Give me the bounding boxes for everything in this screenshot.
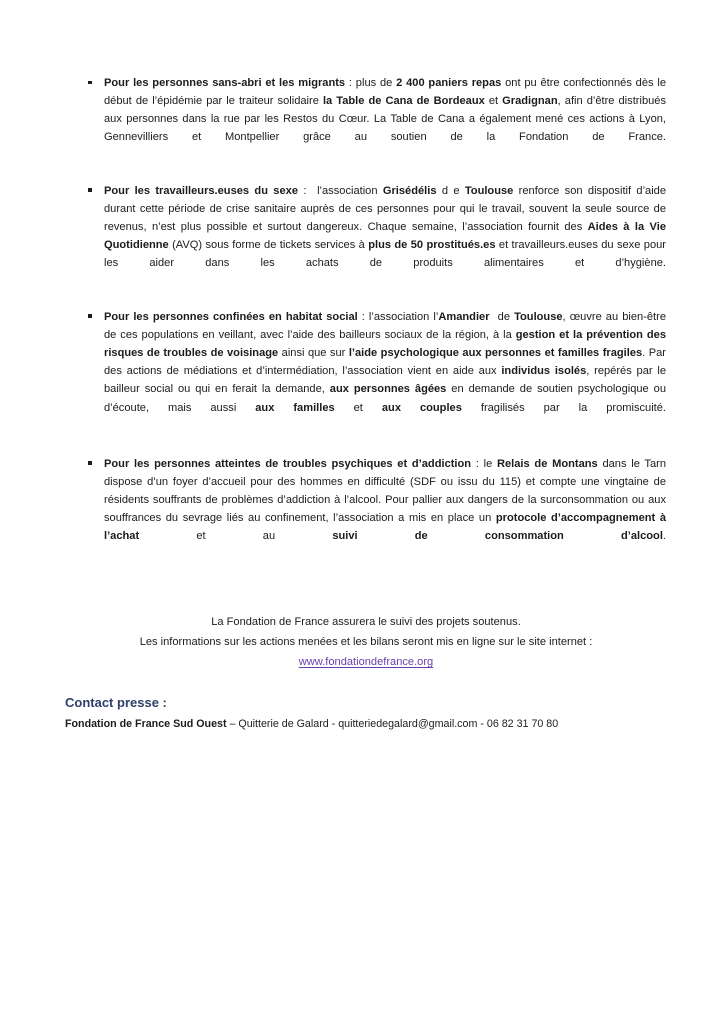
paragraph-troubles-psychiques-addiction: Pour les personnes atteintes de troubles psychiques et d’addiction : le Relais de Montans dans le Tarn dispose d’un foyer d’accueil pour des hommes en difficulté (SDF ou issu du 115) et compte une vingtaine de résidents souffrants de problèmes d’addiction à l’alcool. Pour pallier aux dangers de la surconsommation ou aux souffrances du sevrage liés au confinement, l’association a mis en place un protocole d’accompagnement à l’achat et au suivi de consommation d’alcool. [104,457,666,543]
contact-organisation: Fondation de France Sud Ouest [65,718,227,730]
paragraph-sans-abri-migrants: Pour les personnes sans-abri et les migrants : plus de 2 400 paniers repas ont pu être confectionnés dès le début de l’épidémie par le traiteur solidaire la Table de Cana de Bordeaux et Gradignan, afin d’être distribués aux personnes dans la rue par les Restos du Cœur. La Table de Cana a également mené ces actions à Lyon, Gennevilliers et Montpellier grâce au soutien de la Fondation de France. [104,77,666,144]
closing-line-1: La Fondation de France assurera le suivi des projets soutenus. [211,616,521,628]
square-bullet-icon [88,314,92,318]
contact-heading: Contact presse : [65,695,167,710]
closing-url-line [66,652,666,672]
square-bullet-icon [88,188,92,192]
square-bullet-icon [88,81,92,85]
list-item [66,308,666,435]
square-bullet-icon [88,461,92,465]
contact-separator-3: - [477,718,487,730]
bullet-list-container [66,74,666,564]
contact-person: Quitterie de Galard [238,718,329,730]
paragraph-habitat-social: Pour les personnes confinées en habitat social : l’association l’Amandier de Toulouse, œuvre au bien-être de ces populations en veillant, avec l’aide des bailleurs sociaux de la région, à la gestion et la prévention des risques de troubles de voisinage ainsi que sur l’aide psychologique aux personnes et familles fragiles. Par des actions de médiations et d’intermédiation, l’association vient en aide aux individus isolés, repérés par le bailleur social ou qui en ferait la demande, aux personnes âgées en demande de soutien psychologique ou d’écoute, mais aussi aux familles et aux couples fragilisés par la promiscuité. [104,310,667,414]
list-item [66,182,666,291]
contact-details-line [65,716,675,732]
bullet-list [66,74,666,564]
contact-block [65,694,675,732]
contact-email[interactable]: quitteriedegalard@gmail.com [338,718,478,730]
contact-separator-1: – [226,718,239,730]
contact-separator-2: - [328,718,339,730]
closing-line-2: Les informations sur les actions menées et les bilans seront mis en ligne sur le site internet : [139,636,593,648]
paragraph-travailleurs-du-sexe: Pour les travailleurs.euses du sexe : l’association Grisédélis d e Toulouse renforce son dispositif d’aide durant cette période de crise sanitaire auprès de ces personnes pour qui le travail, souvent la seule source de revenus, n’est plus possible et surtout dangereux. Chaque semaine, l’association fournit des Aides à la Vie Quotidienne (AVQ) sous forme de tickets services à plus de 50 prostitués.es et travailleurs.euses du sexe pour les aider dans les achats de produits alimentaires et d’hygiène. [104,184,667,270]
list-item [66,74,666,165]
contact-phone: 06 82 31 70 80 [486,718,559,730]
fondationdefrance-website-link[interactable]: www.fondationdefrance.org [298,656,434,668]
list-item [66,455,666,564]
closing-block [66,612,666,672]
